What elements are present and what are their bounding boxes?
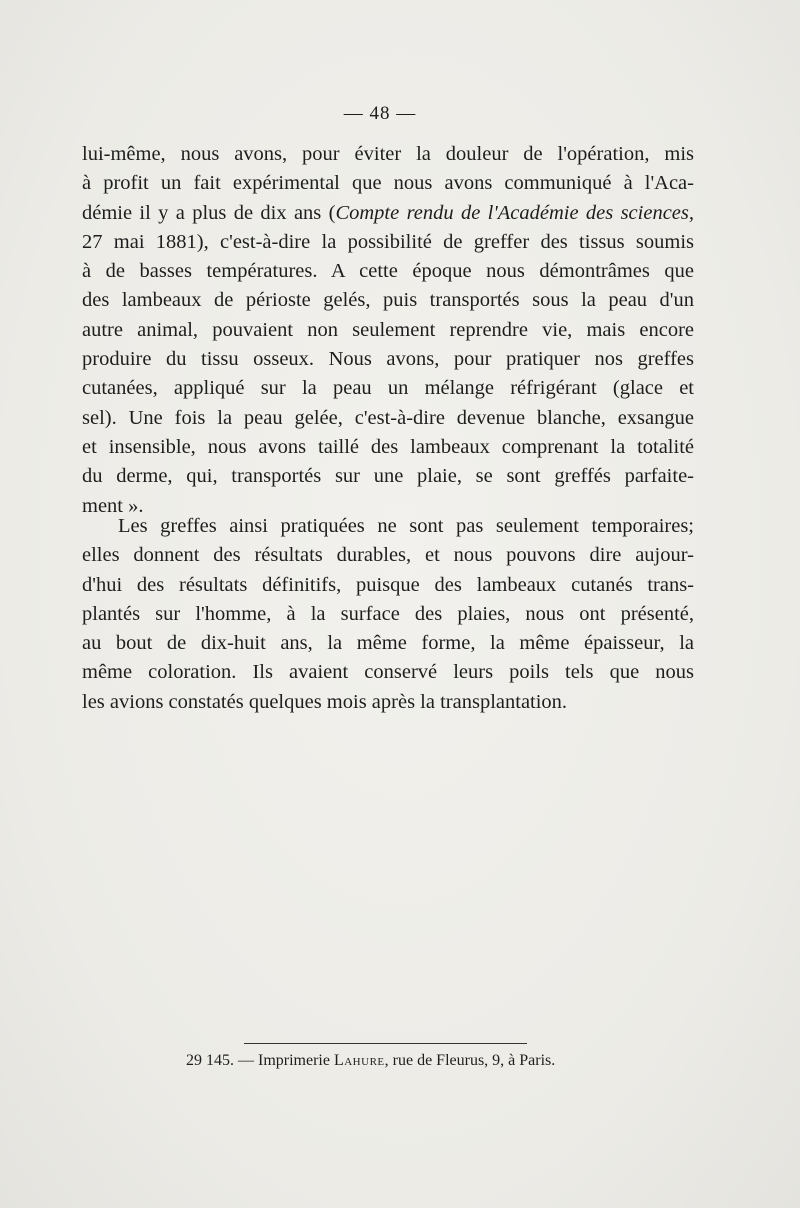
- text-line: les avions constatés quelques mois après la transplantation.: [82, 690, 568, 713]
- text-line: 27 mai 1881), c'est-à-dire la possibilité de greffer des tissus soumis: [82, 230, 694, 253]
- text-line: à de basses températures. A cette époque nous démontrâmes que: [82, 260, 694, 283]
- page-number: — 48 —: [343, 103, 417, 124]
- text-line: même coloration. Ils avaient conservé leurs poils tels que nous: [82, 661, 694, 684]
- footer-rule: [244, 1043, 527, 1044]
- paragraph-2: [82, 512, 694, 717]
- text-line: produire du tissu osseux. Nous avons, pour pratiquer nos greffes: [82, 348, 694, 371]
- text-line: d'hui des résultats définitifs, puisque des lambeaux cutanés trans-: [82, 573, 694, 596]
- imprint-number: 29 145.: [186, 1052, 234, 1069]
- text-line: sel). Une fois la peau gelée, c'est-à-dire devenue blanche, exsangue: [82, 406, 694, 429]
- text-line: cutanées, appliqué sur la peau un mélange réfrigérant (glace et: [82, 377, 694, 400]
- text-line: à profit un fait expérimental que nous avons communiqué à l'Aca-: [82, 172, 694, 195]
- imprint-text: — Imprimerie: [234, 1052, 334, 1069]
- text-line: Les greffes ainsi pratiquées ne sont pas seulement temporaires;: [118, 515, 694, 537]
- paragraph-1: [82, 140, 694, 521]
- printer-name: Lahure: [333, 1052, 385, 1069]
- text-line: lui-même, nous avons, pour éviter la douleur de l'opération, mis: [82, 143, 694, 165]
- text-line: [82, 199, 694, 228]
- text-line: et insensible, nous avons taillé des lambeaux comprenant la totalité: [82, 435, 694, 458]
- text-line: du derme, qui, transportés sur une plaie, se sont greffés parfaite-: [82, 465, 694, 488]
- printer-imprint: [186, 1052, 586, 1070]
- text-line: plantés sur l'homme, à la surface des plaies, nous ont présenté,: [82, 602, 694, 625]
- text-line: au bout de dix-huit ans, la même forme, la même épaisseur, la: [82, 632, 694, 655]
- text-line: des lambeaux de périoste gelés, puis transportés sous la peau d'un: [82, 289, 694, 312]
- text-line: ment ».: [82, 494, 144, 517]
- text-segment: démie il y a plus de dix ans (: [82, 201, 336, 224]
- imprint-address: , rue de Fleurus, 9, à Paris.: [384, 1052, 556, 1069]
- text-line: autre animal, pouvaient non seulement reprendre vie, mais encore: [82, 318, 694, 341]
- citation-title: Compte rendu de l'Académie des sciences,: [335, 201, 694, 224]
- text-line: elles donnent des résultats durables, et nous pouvons dire aujour-: [82, 544, 694, 567]
